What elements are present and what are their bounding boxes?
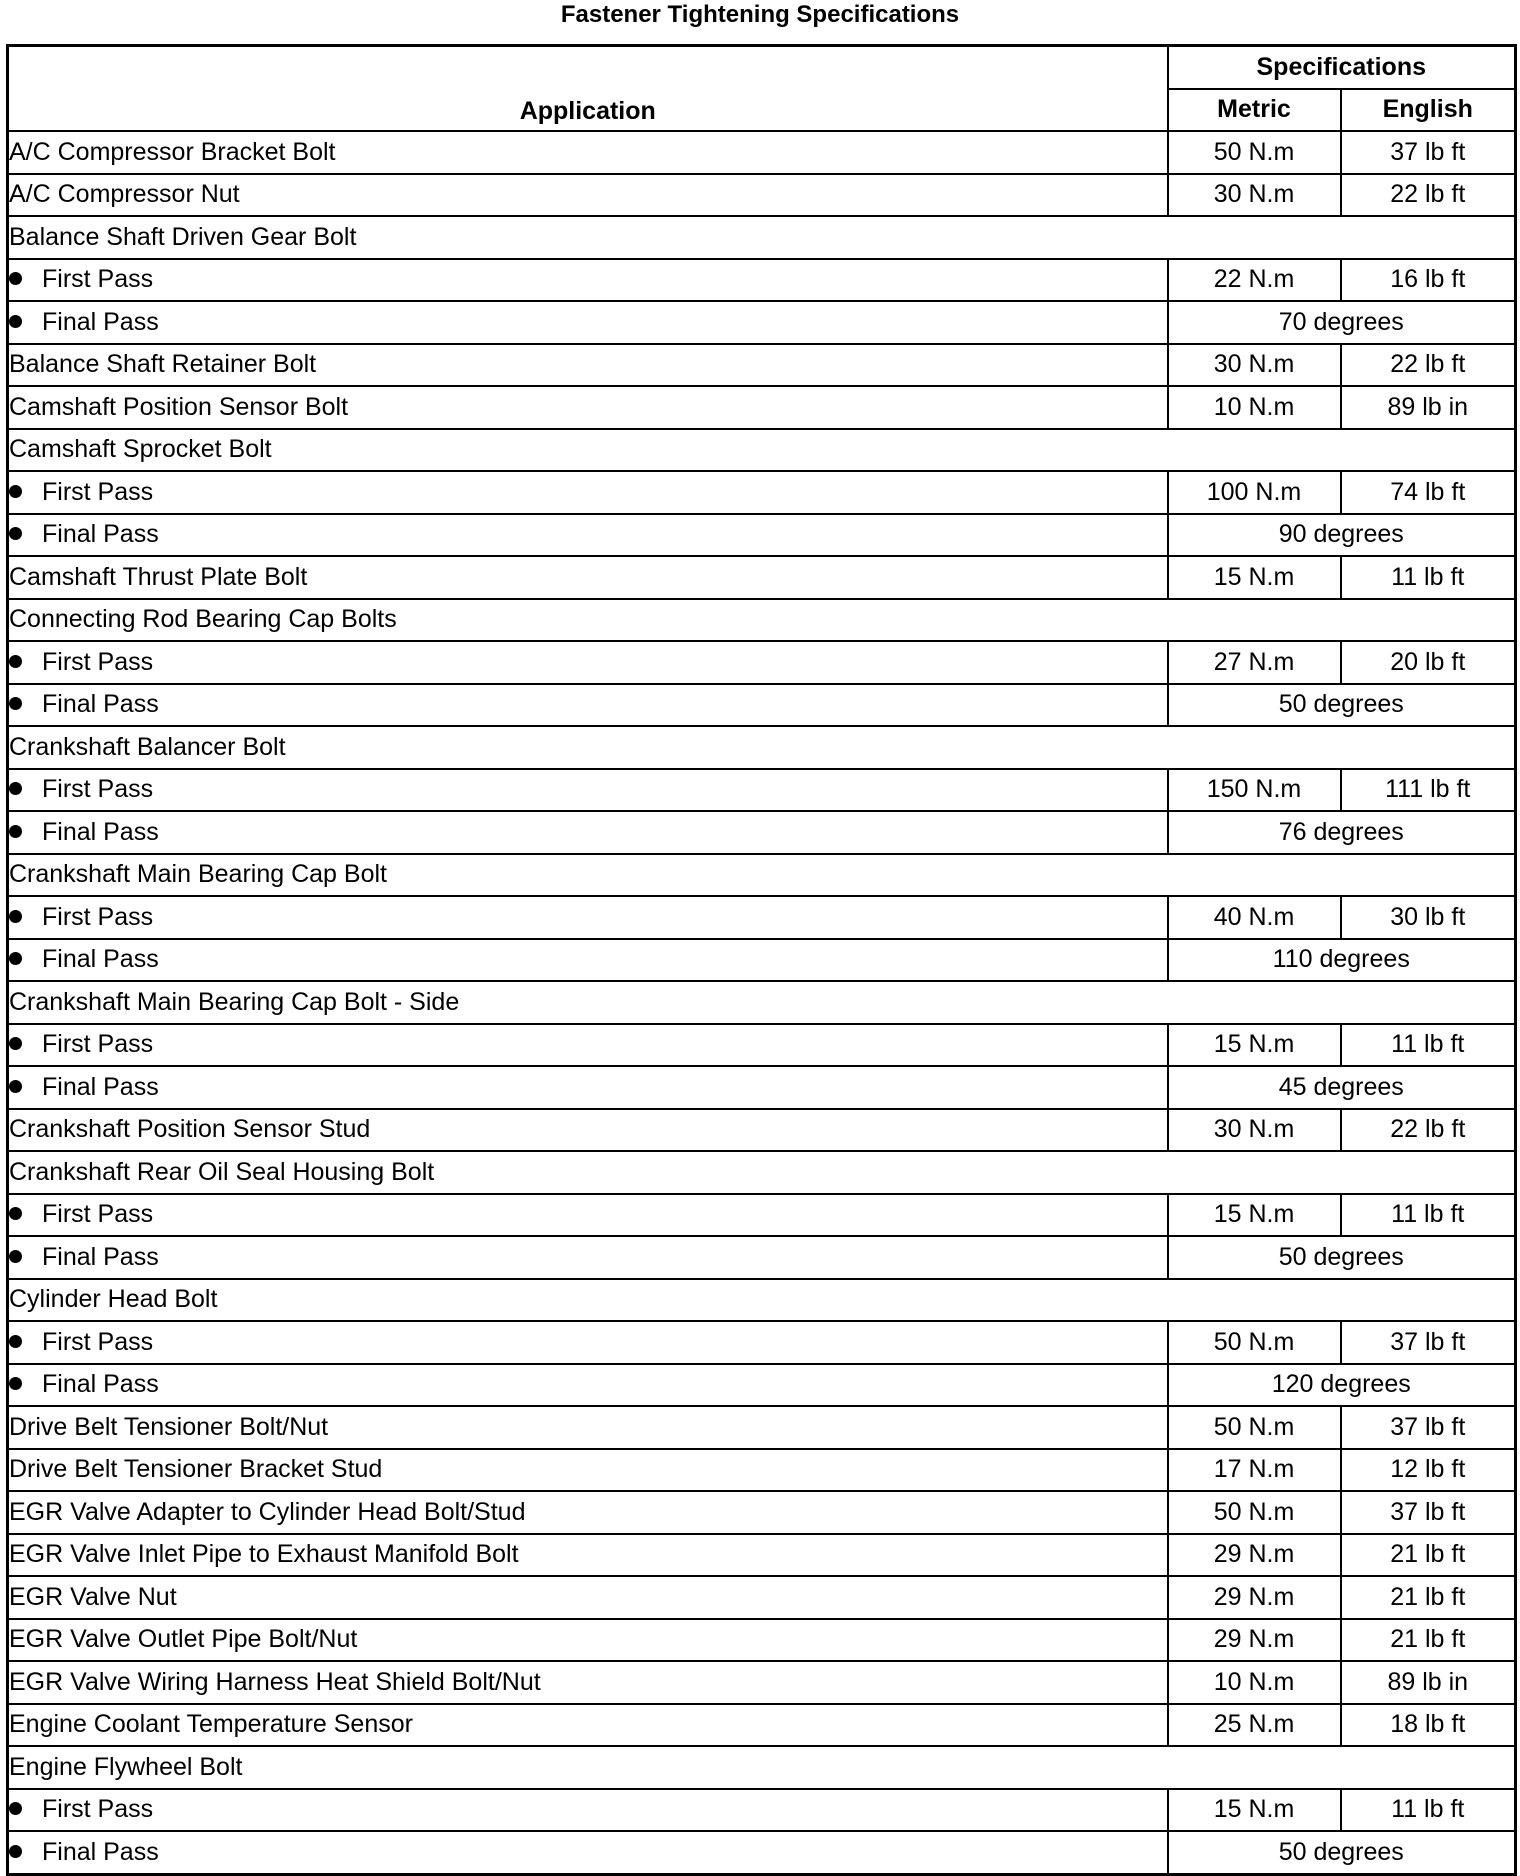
table-row [8, 1704, 1516, 1747]
english-value-cell: 12 lb ft [1341, 1449, 1516, 1492]
specifications-header: Specifications [1168, 46, 1516, 89]
table-row [8, 1746, 1516, 1789]
sub-application-label: Final Pass [42, 945, 159, 974]
english-value-cell: 21 lb ft [1341, 1576, 1516, 1619]
bullet-icon [9, 782, 22, 795]
sub-application-label: Final Pass [42, 307, 159, 336]
table-row [8, 726, 1516, 769]
angle-value-cell: 76 degrees [1168, 811, 1516, 854]
table-row [8, 1364, 1516, 1407]
table-header [8, 46, 1516, 132]
table-row [8, 1789, 1516, 1832]
table-row [8, 1831, 1516, 1874]
bullet-icon [9, 697, 22, 710]
bullet-icon [9, 527, 22, 540]
bullet-icon [9, 1845, 22, 1858]
table-row [8, 1066, 1516, 1109]
table-row [8, 1151, 1516, 1194]
application-cell: EGR Valve Outlet Pipe Bolt/Nut [8, 1619, 1168, 1662]
english-value-cell: 111 lb ft [1341, 769, 1516, 812]
table-row [8, 1109, 1516, 1152]
bullet-icon [9, 1335, 22, 1348]
application-cell: A/C Compressor Nut [8, 174, 1168, 217]
sub-application-label: First Pass [42, 1795, 154, 1824]
sub-application-label: Final Pass [42, 1242, 159, 1271]
bullet-icon [9, 1377, 22, 1390]
sub-application-cell [8, 1364, 1168, 1407]
bullet-icon [9, 655, 22, 668]
bullet-icon [9, 952, 22, 965]
metric-value-cell: 50 N.m [1168, 1406, 1341, 1449]
application-cell: Camshaft Position Sensor Bolt [8, 386, 1168, 429]
sub-application-label: Final Pass [42, 1072, 159, 1101]
metric-value-cell: 30 N.m [1168, 344, 1341, 387]
metric-value-cell: 27 N.m [1168, 641, 1341, 684]
table-row [8, 1449, 1516, 1492]
group-application-cell: Balance Shaft Driven Gear Bolt [8, 216, 1516, 259]
application-cell: Drive Belt Tensioner Bolt/Nut [8, 1406, 1168, 1449]
english-value-cell: 21 lb ft [1341, 1619, 1516, 1662]
table-row [8, 854, 1516, 897]
sub-application-label: Final Pass [42, 1370, 159, 1399]
sub-application-cell [8, 514, 1168, 557]
table-row [8, 471, 1516, 514]
sub-application-cell [8, 769, 1168, 812]
sub-application-cell [8, 1789, 1168, 1832]
english-value-cell: 11 lb ft [1341, 1024, 1516, 1067]
application-cell: Engine Coolant Temperature Sensor [8, 1704, 1168, 1747]
sub-application-label: First Pass [42, 477, 154, 506]
table-row [8, 1406, 1516, 1449]
group-application-cell: Engine Flywheel Bolt [8, 1746, 1516, 1789]
bullet-icon [9, 825, 22, 838]
metric-value-cell: 30 N.m [1168, 174, 1341, 217]
angle-value-cell: 50 degrees [1168, 1236, 1516, 1279]
application-cell: EGR Valve Inlet Pipe to Exhaust Manifold Bolt [8, 1534, 1168, 1577]
table-row [8, 769, 1516, 812]
group-application-cell: Camshaft Sprocket Bolt [8, 429, 1516, 472]
bullet-icon [9, 272, 22, 285]
sub-application-cell [8, 259, 1168, 302]
table-row [8, 1279, 1516, 1322]
metric-value-cell: 10 N.m [1168, 1661, 1341, 1704]
metric-value-cell: 22 N.m [1168, 259, 1341, 302]
bullet-icon [9, 485, 22, 498]
metric-value-cell: 25 N.m [1168, 1704, 1341, 1747]
angle-value-cell: 120 degrees [1168, 1364, 1516, 1407]
metric-value-cell: 100 N.m [1168, 471, 1341, 514]
application-cell: EGR Valve Adapter to Cylinder Head Bolt/Stud [8, 1491, 1168, 1534]
table-row [8, 131, 1516, 174]
table-row [8, 811, 1516, 854]
english-value-cell: 37 lb ft [1341, 1406, 1516, 1449]
bullet-icon [9, 1080, 22, 1093]
english-value-cell: 22 lb ft [1341, 174, 1516, 217]
english-value-cell: 37 lb ft [1341, 1491, 1516, 1534]
sub-application-cell [8, 1236, 1168, 1279]
table-row [8, 896, 1516, 939]
sub-application-label: First Pass [42, 902, 154, 931]
table-row [8, 429, 1516, 472]
english-value-cell: 89 lb in [1341, 386, 1516, 429]
sub-application-cell [8, 684, 1168, 727]
metric-value-cell: 50 N.m [1168, 1321, 1341, 1364]
application-cell: Drive Belt Tensioner Bracket Stud [8, 1449, 1168, 1492]
metric-value-cell: 15 N.m [1168, 556, 1341, 599]
table-row [8, 1321, 1516, 1364]
sub-application-label: Final Pass [42, 817, 159, 846]
english-header: English [1341, 89, 1516, 132]
table-row [8, 1194, 1516, 1237]
table-row [8, 981, 1516, 1024]
english-value-cell: 18 lb ft [1341, 1704, 1516, 1747]
sub-application-label: First Pass [42, 775, 154, 804]
table-row [8, 1661, 1516, 1704]
application-cell: EGR Valve Wiring Harness Heat Shield Bolt/Nut [8, 1661, 1168, 1704]
specifications-table [6, 44, 1517, 1876]
sub-application-cell [8, 1066, 1168, 1109]
sub-application-label: Final Pass [42, 520, 159, 549]
table-row [8, 599, 1516, 642]
sub-application-cell [8, 1024, 1168, 1067]
metric-value-cell: 50 N.m [1168, 1491, 1341, 1534]
metric-value-cell: 17 N.m [1168, 1449, 1341, 1492]
angle-value-cell: 50 degrees [1168, 1831, 1516, 1874]
metric-value-cell: 50 N.m [1168, 131, 1341, 174]
sub-application-label: First Pass [42, 1030, 154, 1059]
bullet-icon [9, 1802, 22, 1815]
group-application-cell: Crankshaft Main Bearing Cap Bolt - Side [8, 981, 1516, 1024]
sub-application-label: First Pass [42, 647, 154, 676]
sub-application-cell [8, 641, 1168, 684]
english-value-cell: 89 lb in [1341, 1661, 1516, 1704]
sub-application-cell [8, 1194, 1168, 1237]
bullet-icon [9, 1207, 22, 1220]
metric-value-cell: 30 N.m [1168, 1109, 1341, 1152]
angle-value-cell: 110 degrees [1168, 939, 1516, 982]
table-row [8, 641, 1516, 684]
english-value-cell: 37 lb ft [1341, 1321, 1516, 1364]
table-row [8, 684, 1516, 727]
sub-application-label: Final Pass [42, 690, 159, 719]
metric-value-cell: 15 N.m [1168, 1789, 1341, 1832]
table-row [8, 1491, 1516, 1534]
page-title: Fastener Tightening Specifications [560, 1, 960, 28]
bullet-icon [9, 910, 22, 923]
group-application-cell: Crankshaft Main Bearing Cap Bolt [8, 854, 1516, 897]
sub-application-cell [8, 471, 1168, 514]
angle-value-cell: 70 degrees [1168, 301, 1516, 344]
sub-application-cell [8, 896, 1168, 939]
application-cell: A/C Compressor Bracket Bolt [8, 131, 1168, 174]
english-value-cell: 11 lb ft [1341, 1194, 1516, 1237]
application-cell: Camshaft Thrust Plate Bolt [8, 556, 1168, 599]
english-value-cell: 74 lb ft [1341, 471, 1516, 514]
bullet-icon [9, 315, 22, 328]
group-application-cell: Connecting Rod Bearing Cap Bolts [8, 599, 1516, 642]
angle-value-cell: 50 degrees [1168, 684, 1516, 727]
table-row [8, 1534, 1516, 1577]
application-cell: Balance Shaft Retainer Bolt [8, 344, 1168, 387]
metric-value-cell: 40 N.m [1168, 896, 1341, 939]
sub-application-cell [8, 1321, 1168, 1364]
english-value-cell: 20 lb ft [1341, 641, 1516, 684]
english-value-cell: 22 lb ft [1341, 1109, 1516, 1152]
metric-value-cell: 29 N.m [1168, 1619, 1341, 1662]
table-row [8, 344, 1516, 387]
metric-value-cell: 29 N.m [1168, 1576, 1341, 1619]
table-row [8, 259, 1516, 302]
metric-value-cell: 29 N.m [1168, 1534, 1341, 1577]
sub-application-label: First Pass [42, 1200, 154, 1229]
table-row [8, 556, 1516, 599]
table-row [8, 1236, 1516, 1279]
sub-application-cell [8, 1831, 1168, 1874]
bullet-icon [9, 1037, 22, 1050]
sub-application-cell [8, 939, 1168, 982]
sub-application-cell [8, 811, 1168, 854]
table-row [8, 216, 1516, 259]
sub-application-label: First Pass [42, 1327, 154, 1356]
table-row [8, 174, 1516, 217]
english-value-cell: 11 lb ft [1341, 556, 1516, 599]
group-application-cell: Crankshaft Rear Oil Seal Housing Bolt [8, 1151, 1516, 1194]
sub-application-label: First Pass [42, 265, 154, 294]
metric-value-cell: 15 N.m [1168, 1194, 1341, 1237]
metric-value-cell: 15 N.m [1168, 1024, 1341, 1067]
table-row [8, 1576, 1516, 1619]
application-header: Application [8, 46, 1168, 132]
table-row [8, 1619, 1516, 1662]
metric-value-cell: 150 N.m [1168, 769, 1341, 812]
table-body [8, 131, 1516, 1874]
table-row [8, 1024, 1516, 1067]
english-value-cell: 21 lb ft [1341, 1534, 1516, 1577]
application-cell: Crankshaft Position Sensor Stud [8, 1109, 1168, 1152]
english-value-cell: 30 lb ft [1341, 896, 1516, 939]
sub-application-label: Final Pass [42, 1837, 159, 1866]
angle-value-cell: 90 degrees [1168, 514, 1516, 557]
angle-value-cell: 45 degrees [1168, 1066, 1516, 1109]
table-row [8, 939, 1516, 982]
english-value-cell: 22 lb ft [1341, 344, 1516, 387]
group-application-cell: Cylinder Head Bolt [8, 1279, 1516, 1322]
bullet-icon [9, 1250, 22, 1263]
english-value-cell: 11 lb ft [1341, 1789, 1516, 1832]
group-application-cell: Crankshaft Balancer Bolt [8, 726, 1516, 769]
english-value-cell: 37 lb ft [1341, 131, 1516, 174]
table-row [8, 301, 1516, 344]
english-value-cell: 16 lb ft [1341, 259, 1516, 302]
sub-application-cell [8, 301, 1168, 344]
application-cell: EGR Valve Nut [8, 1576, 1168, 1619]
metric-value-cell: 10 N.m [1168, 386, 1341, 429]
table-row [8, 386, 1516, 429]
metric-header: Metric [1168, 89, 1341, 132]
table-row [8, 514, 1516, 557]
